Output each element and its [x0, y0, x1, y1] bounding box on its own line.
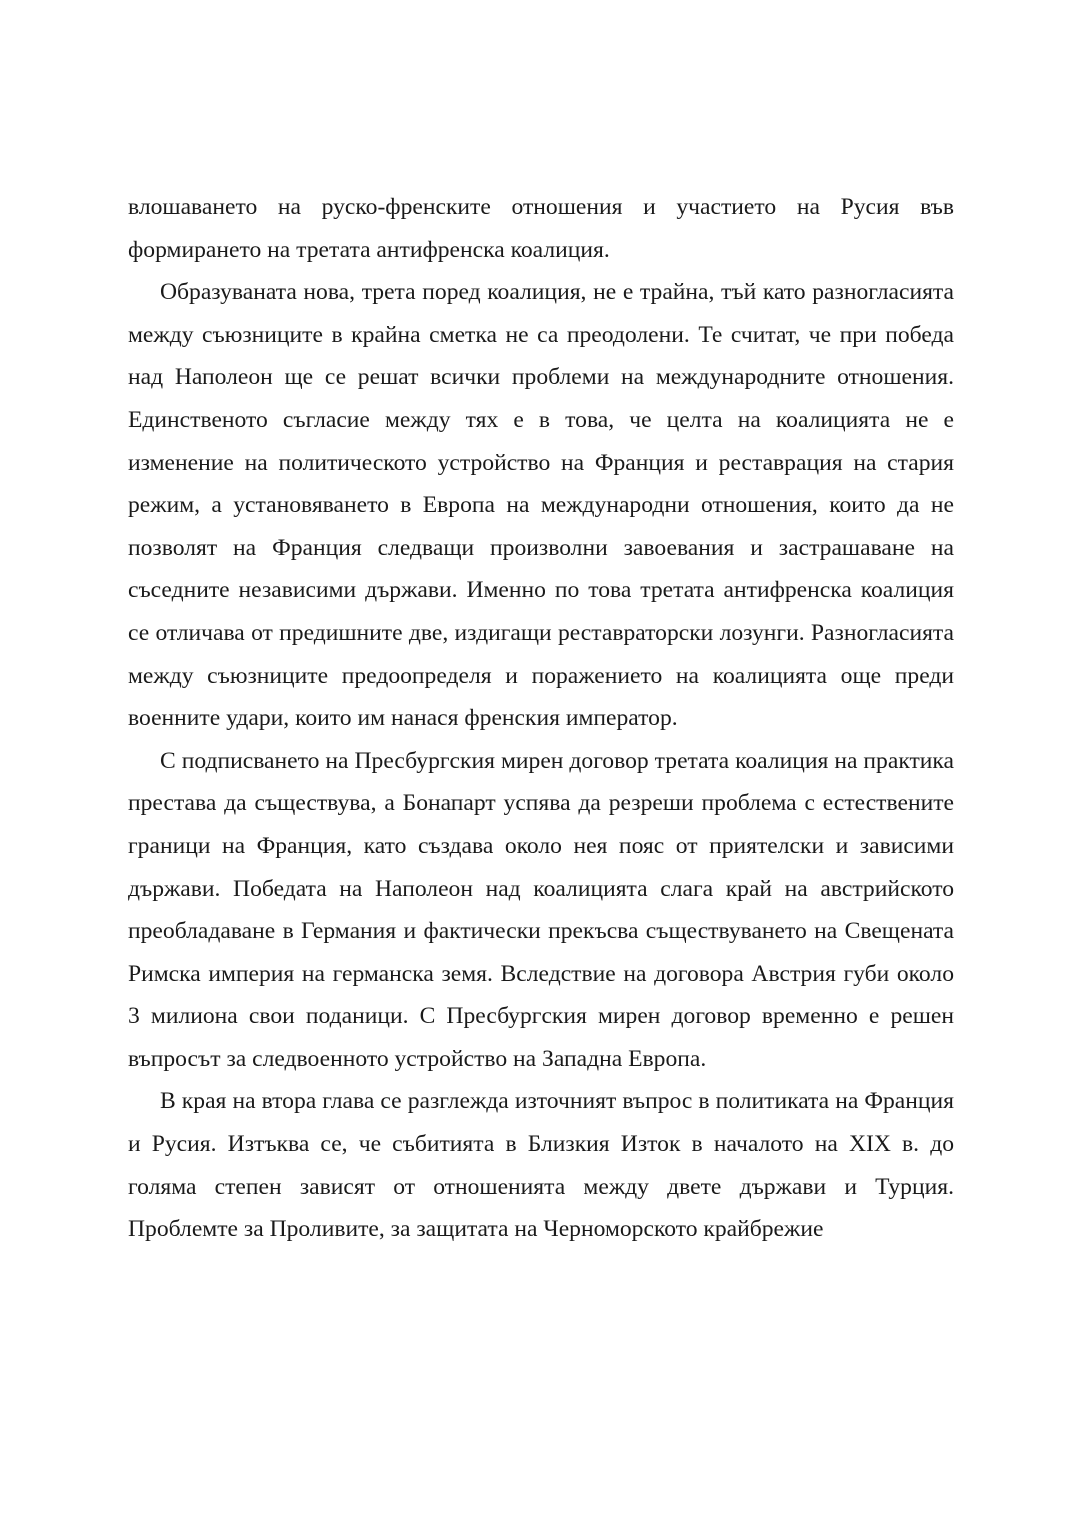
paragraph-third-coalition: Образуваната нова, трета поред коалиция, не е трайна, тъй като разногласията между съюзниците в крайна сметка не са преодолени. Те считат, че при победа над Наполеон ще се решат всички проблеми на международните отношения. Единственото съгласие между тях е в това, че целта на коалицията не е изменение на политическото устройство на Франция и реставрация на стария режим, а установяването в Европа на международни отношения, които да не позволят на Франция следващи произволни завоевания и застрашаване на съседните независими държави. Именно по това третата антифренска коалиция се отличава от предишните две, издигащи реставраторски лозунги. Разногласията между съюзниците предоопределя и поражението на коалицията още преди военните удари, които им нанася френския император. — [128, 279, 954, 732]
document-page — [128, 186, 954, 1251]
paragraph-continuation: влошаването на руско-френските отношения и участието на Русия във формирането на третата антифренска коалиция. — [128, 194, 954, 263]
paragraph-eastern-question: В края на втора глава се разглежда източният въпрос в политиката на Франция и Русия. Изтъква се, че събитията в Близкия Изток в началото на XIX в. до голяма степен зависят от отношенията между двете държави и Турция. Проблемте за Проливите, за защитата на Черноморското крайбрежие — [128, 1088, 954, 1243]
paragraph-pressburg-treaty: С подписването на Пресбургския мирен договор третата коалиция на практика престава да съществува, а Бонапарт успява да резреши проблема с естествените граници на Франция, като създава около нея пояс от приятелски и зависими държави. Победата на Наполеон над коалицията слага край на австрийското преобладаване в Германия и фактически прекъсва съществуването на Свещената Римска империя на германска земя. Вследствие на договора Австрия губи около 3 милиона свои поданици. С Пресбургския мирен договор временно е решен въпросът за следвоенното устройство на Западна Европа. — [128, 747, 954, 1072]
